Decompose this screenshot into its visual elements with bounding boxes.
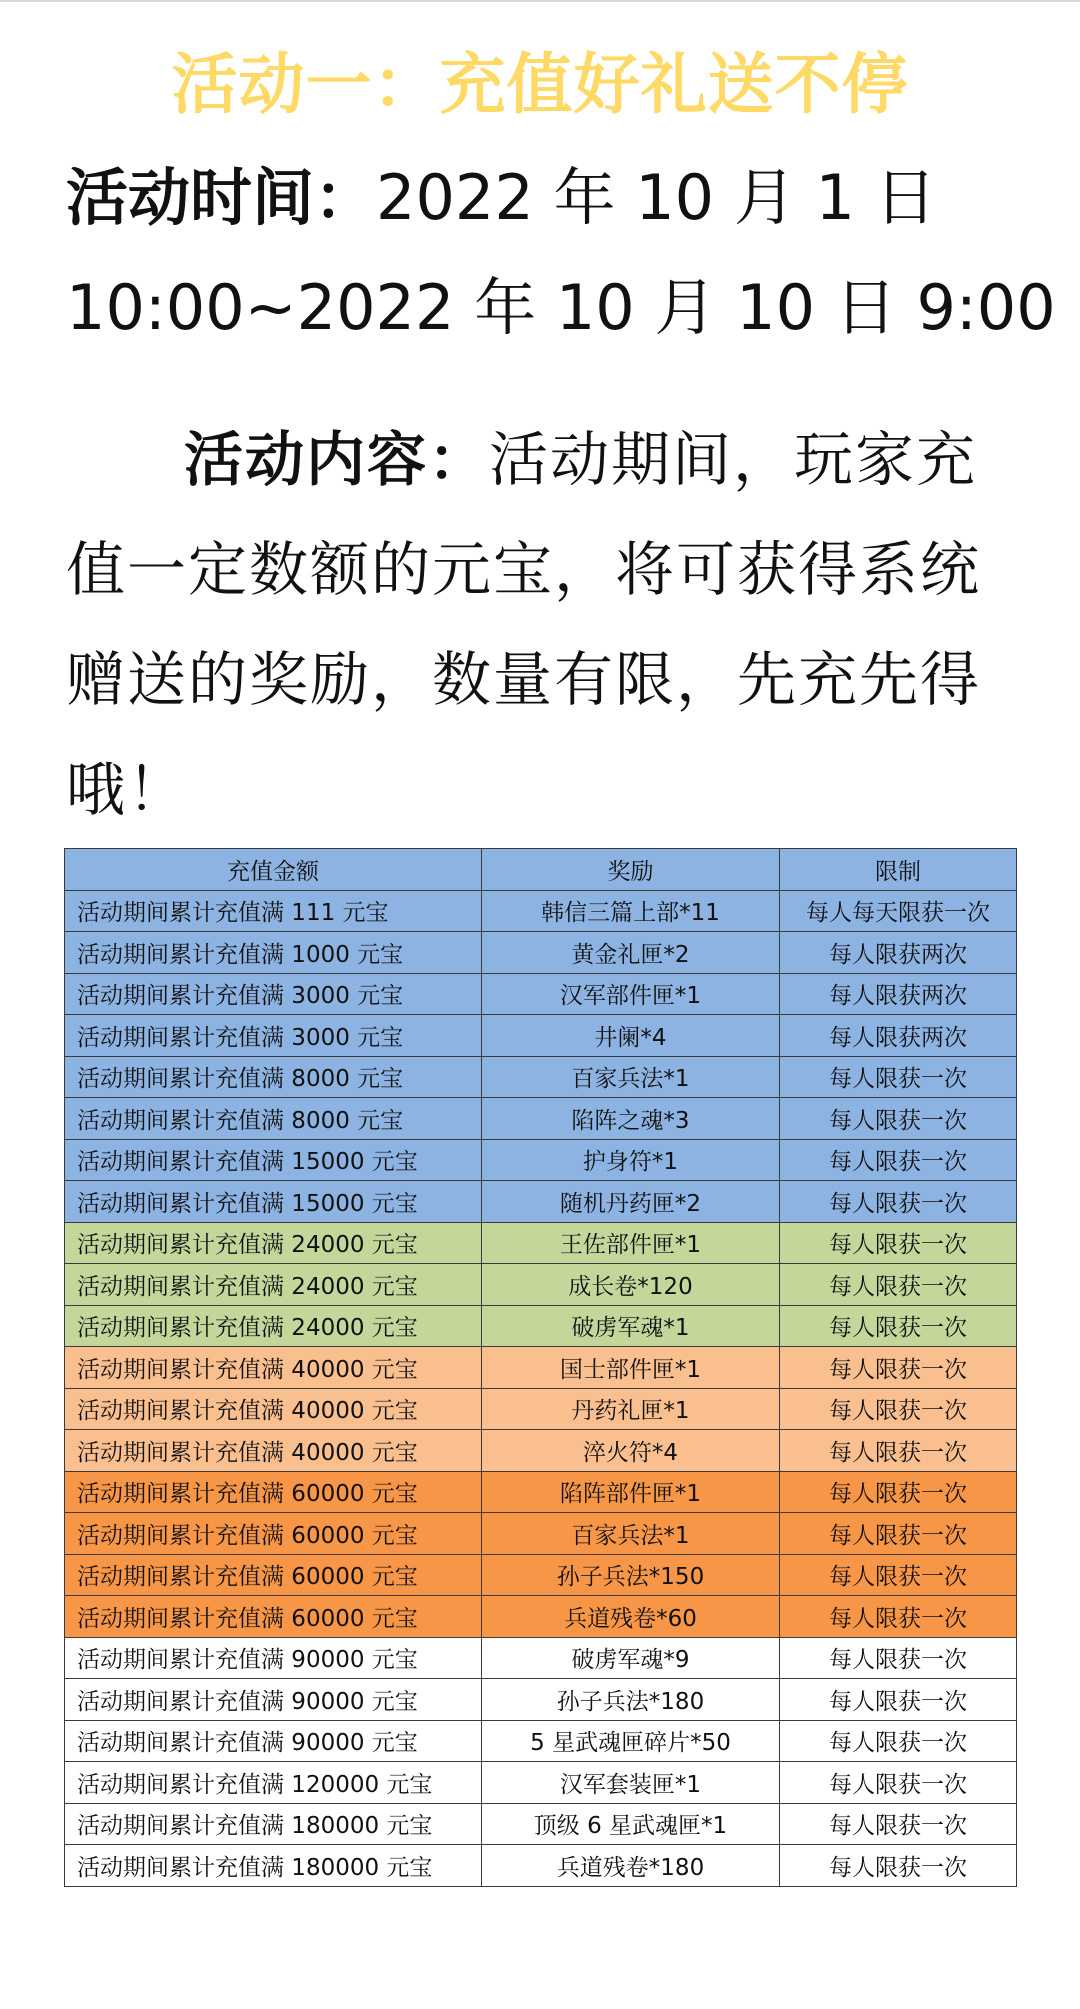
reward-cell: 孙子兵法*150: [482, 1554, 780, 1596]
reward-cell: 陷阵之魂*3: [482, 1098, 780, 1140]
table-row: [65, 1845, 1017, 1887]
table-row: [65, 1222, 1017, 1264]
reward-cell: 国士部件匣*1: [482, 1347, 780, 1389]
amount-cell: 活动期间累计充值满 60000 元宝: [65, 1596, 482, 1638]
table-row: [65, 1554, 1017, 1596]
reward-cell: 丹药礼匣*1: [482, 1388, 780, 1430]
amount-cell: 活动期间累计充值满 60000 元宝: [65, 1513, 482, 1555]
table-row: [65, 1388, 1017, 1430]
amount-cell: 活动期间累计充值满 180000 元宝: [65, 1803, 482, 1845]
limit-cell: 每人限获一次: [780, 1098, 1017, 1140]
table-row: [65, 1762, 1017, 1804]
reward-cell: 井阑*4: [482, 1015, 780, 1057]
amount-cell: 活动期间累计充值满 8000 元宝: [65, 1056, 482, 1098]
event-content-paragraph: [66, 405, 1026, 845]
reward-table: [64, 848, 1017, 1887]
limit-cell: 每人限获一次: [780, 1637, 1017, 1679]
amount-cell: 活动期间累计充值满 120000 元宝: [65, 1762, 482, 1804]
reward-cell: 兵道残卷*60: [482, 1596, 780, 1638]
reward-cell: 护身符*1: [482, 1139, 780, 1181]
limit-cell: 每人每天限获一次: [780, 890, 1017, 932]
limit-cell: 每人限获两次: [780, 1015, 1017, 1057]
table-row: [65, 1803, 1017, 1845]
reward-cell: 孙子兵法*180: [482, 1679, 780, 1721]
reward-cell: 韩信三篇上部*11: [482, 890, 780, 932]
table-row: [65, 1098, 1017, 1140]
reward-cell: 百家兵法*1: [482, 1056, 780, 1098]
page-title: 活动一：充值好礼送不停: [171, 46, 909, 123]
reward-cell: 5 星武魂匣碎片*50: [482, 1720, 780, 1762]
table-row: [65, 1513, 1017, 1555]
amount-cell: 活动期间累计充值满 60000 元宝: [65, 1471, 482, 1513]
limit-cell: 每人限获一次: [780, 1679, 1017, 1721]
table-row: [65, 1181, 1017, 1223]
table-row: [65, 1637, 1017, 1679]
reward-cell: 陷阵部件匣*1: [482, 1471, 780, 1513]
limit-cell: 每人限获一次: [780, 1596, 1017, 1638]
table-row: [65, 1679, 1017, 1721]
amount-cell: 活动期间累计充值满 90000 元宝: [65, 1720, 482, 1762]
amount-cell: 活动期间累计充值满 90000 元宝: [65, 1637, 482, 1679]
table-header-row: [65, 849, 1017, 891]
limit-cell: 每人限获一次: [780, 1803, 1017, 1845]
reward-cell: 汉军套装匣*1: [482, 1762, 780, 1804]
event-content-label: 活动内容：: [184, 425, 490, 494]
amount-cell: 活动期间累计充值满 8000 元宝: [65, 1098, 482, 1140]
reward-cell: 黄金礼匣*2: [482, 932, 780, 974]
amount-cell: 活动期间累计充值满 3000 元宝: [65, 973, 482, 1015]
limit-cell: 每人限获一次: [780, 1471, 1017, 1513]
reward-cell: 百家兵法*1: [482, 1513, 780, 1555]
table-row: [65, 973, 1017, 1015]
event-time-label: 活动时间：: [66, 161, 377, 234]
limit-cell: 每人限获一次: [780, 1305, 1017, 1347]
table-row: [65, 1720, 1017, 1762]
table-row: [65, 1139, 1017, 1181]
reward-cell: 顶级 6 星武魂匣*1: [482, 1803, 780, 1845]
limit-cell: 每人限获一次: [780, 1845, 1017, 1887]
amount-cell: 活动期间累计充值满 60000 元宝: [65, 1554, 482, 1596]
limit-cell: 每人限获一次: [780, 1264, 1017, 1306]
limit-cell: 每人限获一次: [780, 1513, 1017, 1555]
reward-cell: 随机丹药匣*2: [482, 1181, 780, 1223]
top-divider: [0, 0, 1080, 2]
amount-cell: 活动期间累计充值满 90000 元宝: [65, 1679, 482, 1721]
table-row: [65, 1015, 1017, 1057]
table-row: [65, 1347, 1017, 1389]
limit-cell: 每人限获一次: [780, 1181, 1017, 1223]
amount-cell: 活动期间累计充值满 24000 元宝: [65, 1264, 482, 1306]
header-limit: 限制: [780, 849, 1017, 891]
table-row: [65, 932, 1017, 974]
limit-cell: 每人限获一次: [780, 1347, 1017, 1389]
amount-cell: 活动期间累计充值满 15000 元宝: [65, 1181, 482, 1223]
reward-table-container: [64, 848, 1016, 1887]
limit-cell: 每人限获一次: [780, 1554, 1017, 1596]
limit-cell: 每人限获一次: [780, 1139, 1017, 1181]
reward-cell: 破虏军魂*1: [482, 1305, 780, 1347]
amount-cell: 活动期间累计充值满 40000 元宝: [65, 1388, 482, 1430]
event-time-start: 2022 年 10 月 1 日: [376, 161, 937, 234]
reward-cell: 汉军部件匣*1: [482, 973, 780, 1015]
limit-cell: 每人限获两次: [780, 973, 1017, 1015]
table-row: [65, 1596, 1017, 1638]
reward-cell: 兵道残卷*180: [482, 1845, 780, 1887]
limit-cell: 每人限获两次: [780, 932, 1017, 974]
table-row: [65, 1471, 1017, 1513]
table-row: [65, 1264, 1017, 1306]
limit-cell: 每人限获一次: [780, 1762, 1017, 1804]
event-time-line-2: [66, 268, 1056, 348]
reward-cell: 成长卷*120: [482, 1264, 780, 1306]
amount-cell: 活动期间累计充值满 15000 元宝: [65, 1139, 482, 1181]
amount-cell: 活动期间累计充值满 180000 元宝: [65, 1845, 482, 1887]
reward-table-body: [65, 890, 1017, 1886]
reward-cell: 淬火符*4: [482, 1430, 780, 1472]
header-reward: 奖励: [482, 849, 780, 891]
limit-cell: 每人限获一次: [780, 1222, 1017, 1264]
header-amount: 充值金额: [65, 849, 482, 891]
amount-cell: 活动期间累计充值满 111 元宝: [65, 890, 482, 932]
amount-cell: 活动期间累计充值满 40000 元宝: [65, 1347, 482, 1389]
limit-cell: 每人限获一次: [780, 1720, 1017, 1762]
event-time-end: 10:00~2022 年 10 月 10 日 9:00: [66, 271, 1056, 344]
reward-cell: 王佐部件匣*1: [482, 1222, 780, 1264]
table-row: [65, 1430, 1017, 1472]
event-time-line-1: [66, 158, 1046, 238]
amount-cell: 活动期间累计充值满 24000 元宝: [65, 1222, 482, 1264]
limit-cell: 每人限获一次: [780, 1430, 1017, 1472]
limit-cell: 每人限获一次: [780, 1388, 1017, 1430]
table-row: [65, 1305, 1017, 1347]
amount-cell: 活动期间累计充值满 40000 元宝: [65, 1430, 482, 1472]
reward-cell: 破虏军魂*9: [482, 1637, 780, 1679]
table-row: [65, 890, 1017, 932]
amount-cell: 活动期间累计充值满 1000 元宝: [65, 932, 482, 974]
table-row: [65, 1056, 1017, 1098]
amount-cell: 活动期间累计充值满 3000 元宝: [65, 1015, 482, 1057]
limit-cell: 每人限获一次: [780, 1056, 1017, 1098]
amount-cell: 活动期间累计充值满 24000 元宝: [65, 1305, 482, 1347]
event-content-text: 活动期间，玩家充值一定数额的元宝，将可获得系统赠送的奖励，数量有限，先充先得哦！: [66, 425, 982, 824]
